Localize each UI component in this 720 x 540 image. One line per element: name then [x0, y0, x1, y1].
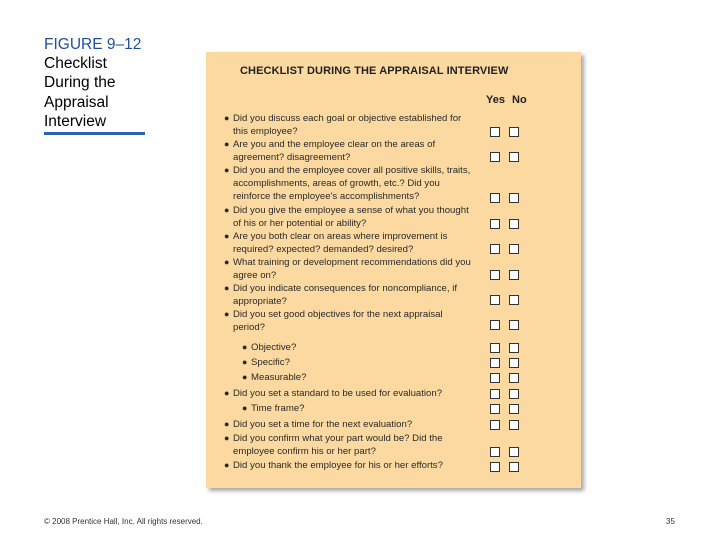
yes-checkbox[interactable]	[490, 389, 500, 399]
yes-checkbox[interactable]	[490, 320, 500, 330]
checklist-subitem	[242, 356, 472, 369]
checklist-item-text: Did you set a standard to be used for evaluation?	[233, 388, 443, 399]
yes-checkbox[interactable]	[490, 373, 500, 383]
figure-title-line: Checklist	[44, 55, 107, 73]
checklist-checkboxes	[490, 420, 522, 430]
no-checkbox[interactable]	[509, 295, 519, 305]
checklist-item	[224, 418, 472, 431]
checklist-item-text: Time frame?	[251, 403, 305, 414]
yes-checkbox[interactable]	[490, 462, 500, 472]
bullet-icon: ●	[224, 165, 230, 175]
no-checkbox[interactable]	[509, 152, 519, 162]
bullet-icon: ●	[242, 342, 248, 352]
no-checkbox[interactable]	[509, 420, 519, 430]
bullet-icon: ●	[242, 357, 248, 367]
checklist-item	[224, 432, 472, 458]
yes-checkbox[interactable]	[490, 244, 500, 254]
no-column-label: No	[512, 94, 527, 106]
yes-checkbox[interactable]	[490, 270, 500, 280]
checklist-item	[224, 308, 472, 334]
no-checkbox[interactable]	[509, 320, 519, 330]
yes-checkbox[interactable]	[490, 219, 500, 229]
bullet-icon: ●	[242, 403, 248, 413]
yes-checkbox[interactable]	[490, 193, 500, 203]
checklist-checkboxes	[490, 219, 522, 229]
no-checkbox[interactable]	[509, 270, 519, 280]
yes-checkbox[interactable]	[490, 447, 500, 457]
checklist-checkboxes	[490, 270, 522, 280]
no-checkbox[interactable]	[509, 127, 519, 137]
yes-checkbox[interactable]	[490, 152, 500, 162]
bullet-icon: ●	[224, 231, 230, 241]
yes-checkbox[interactable]	[490, 420, 500, 430]
checklist-item	[224, 138, 472, 164]
figure-number: FIGURE 9–12	[44, 36, 142, 53]
checklist-item-text: Are you both clear on areas where improvement is required? expected? demanded? desired?	[233, 231, 448, 255]
yes-checkbox[interactable]	[490, 295, 500, 305]
no-checkbox[interactable]	[509, 244, 519, 254]
yes-checkbox[interactable]	[490, 404, 500, 414]
bullet-icon: ●	[242, 372, 248, 382]
yes-column-label: Yes	[486, 94, 505, 106]
checklist-item	[224, 230, 472, 256]
checklist-item	[224, 112, 472, 138]
checklist-item-text: Did you and the employee cover all positive skills, traits, accomplishments, areas of growth, etc.? Did you reinforce the employee's accomplishments?	[233, 165, 471, 202]
bullet-icon: ●	[224, 388, 230, 398]
checklist-checkboxes	[490, 389, 522, 399]
checklist-item-text: Objective?	[251, 342, 297, 353]
bullet-icon: ●	[224, 257, 230, 267]
checklist-checkboxes	[490, 244, 522, 254]
bullet-icon: ●	[224, 433, 230, 443]
bullet-icon: ●	[224, 139, 230, 149]
yes-checkbox[interactable]	[490, 358, 500, 368]
no-checkbox[interactable]	[509, 343, 519, 353]
checklist-checkboxes	[490, 295, 522, 305]
checklist-item-text: Specific?	[251, 357, 290, 368]
no-checkbox[interactable]	[509, 193, 519, 203]
checklist-checkboxes	[490, 127, 522, 137]
checklist-item	[224, 164, 472, 203]
checklist-item-text: Did you thank the employee for his or her efforts?	[233, 460, 443, 471]
checklist-item-text: Did you indicate consequences for noncompliance, if appropriate?	[233, 283, 457, 307]
checklist-item	[224, 204, 472, 230]
no-checkbox[interactable]	[509, 389, 519, 399]
checklist-heading: CHECKLIST DURING THE APPRAISAL INTERVIEW	[240, 65, 509, 77]
checklist-item	[224, 282, 472, 308]
copyright-notice: © 2008 Prentice Hall, Inc. All rights reserved.	[44, 517, 203, 526]
bullet-icon: ●	[224, 283, 230, 293]
figure-title-line: Interview	[44, 112, 107, 130]
no-checkbox[interactable]	[509, 447, 519, 457]
no-checkbox[interactable]	[509, 462, 519, 472]
yes-no-header	[486, 94, 531, 106]
checklist-item-text: Did you discuss each goal or objective established for this employee?	[233, 113, 462, 137]
bullet-icon: ●	[224, 309, 230, 319]
figure-title-line: During the	[44, 74, 116, 92]
checklist-subitem	[242, 371, 472, 384]
bullet-icon: ●	[224, 205, 230, 215]
title-underline	[44, 132, 145, 135]
checklist-checkboxes	[490, 193, 522, 203]
page-number: 35	[666, 517, 675, 526]
checklist-item-text: Are you and the employee clear on the areas of agreement? disagreement?	[233, 139, 436, 163]
no-checkbox[interactable]	[509, 373, 519, 383]
checklist-item-text: Did you give the employee a sense of what you thought of his or her potential or ability?	[233, 205, 469, 229]
no-checkbox[interactable]	[509, 358, 519, 368]
bullet-icon: ●	[224, 113, 230, 123]
checklist-checkboxes	[490, 404, 522, 414]
checklist-item-text: Did you set good objectives for the next appraisal period?	[233, 309, 443, 333]
checklist-item-text: Did you confirm what your part would be? Did the employee confirm his or her part?	[233, 433, 443, 457]
checklist-item	[224, 256, 472, 282]
no-checkbox[interactable]	[509, 219, 519, 229]
bullet-icon: ●	[224, 460, 230, 470]
checklist-card	[206, 52, 581, 488]
checklist-checkboxes	[490, 373, 522, 383]
checklist-checkboxes	[490, 358, 522, 368]
checklist-checkboxes	[490, 343, 522, 353]
checklist-item-text: Measurable?	[251, 372, 307, 383]
checklist-item-text: What training or development recommendations did you agree on?	[233, 257, 471, 281]
yes-checkbox[interactable]	[490, 127, 500, 137]
checklist-item	[224, 459, 472, 472]
checklist-checkboxes	[490, 320, 522, 330]
bullet-icon: ●	[224, 419, 230, 429]
figure-title-line: Appraisal	[44, 93, 109, 111]
checklist-checkboxes	[490, 462, 522, 472]
checklist-subitem	[242, 341, 472, 354]
checklist-item-text: Did you set a time for the next evaluation?	[233, 419, 413, 430]
checklist-item	[224, 387, 472, 400]
no-checkbox[interactable]	[509, 404, 519, 414]
checklist-checkboxes	[490, 152, 522, 162]
figure-title	[44, 35, 154, 131]
yes-checkbox[interactable]	[490, 343, 500, 353]
checklist-subitem	[242, 402, 472, 415]
checklist-checkboxes	[490, 447, 522, 457]
